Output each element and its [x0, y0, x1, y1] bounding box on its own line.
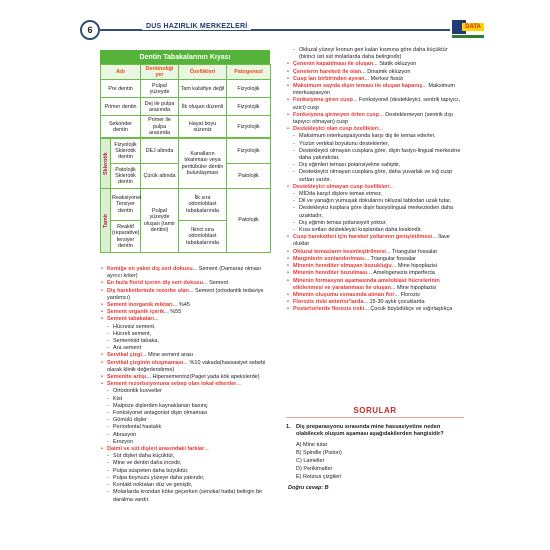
table-cell: İlk oluşan düzenli — [179, 98, 227, 116]
table-cell: Reaksiyonel Tersiyer dentin — [111, 189, 141, 221]
note-item — [286, 69, 464, 76]
note-text: Abrasyon — [113, 431, 137, 438]
table-cell: Fizyolojik — [227, 116, 271, 138]
note-text: ... %10 vakada(hassasiyet sebebi olarak klinik değerlendirme) — [107, 359, 266, 373]
note-text: ... %55 — [164, 309, 182, 316]
note-text: Kist — [113, 395, 123, 402]
table-cell: Dej ile pulpa arasında — [141, 98, 179, 116]
note-highlight: Sement inorganik miktarı — [107, 302, 173, 309]
note-item — [100, 331, 272, 338]
answer-option: D) Perikimatler — [296, 465, 333, 472]
table-cell: Tam kalsifiye değil — [179, 80, 227, 98]
note-item — [100, 388, 272, 395]
note-highlight: Servikal çizgi — [107, 352, 142, 359]
note-item — [286, 61, 464, 68]
note-text: Hücreli sement, — [113, 330, 152, 337]
note-highlight: Kemiğe en yakın diş sert dokusu — [107, 266, 193, 272]
note-item — [100, 410, 272, 417]
note-text: ... Sement — [202, 280, 229, 287]
note-text: ... Maksimum interkuspasyon — [293, 83, 456, 97]
note-item — [286, 205, 464, 219]
note-highlight: Fonksiyona giren cusp — [293, 97, 353, 104]
note-text: Sementoid tabaka, — [113, 338, 159, 345]
table-cell: Sekonder dentin — [101, 116, 141, 138]
note-item — [100, 475, 272, 482]
note-item — [100, 288, 272, 302]
page-number: 6 — [80, 20, 100, 40]
note-text: Fonksiyonel antagonist dişin olmaması — [113, 410, 208, 417]
group-label-tamir: Tamir — [101, 189, 111, 253]
note-text: ... — [236, 381, 241, 388]
note-highlight: Sement tabakaları — [107, 316, 155, 323]
note-item — [100, 374, 272, 381]
note-highlight: Cusp ları birbirinden ayıran — [293, 75, 365, 82]
note-item — [286, 148, 464, 162]
note-highlight: Destekleyici olan cusp özellikleri — [293, 126, 379, 133]
note-item — [100, 381, 272, 388]
table-cell: Pulpal yüzeyde oluşan (tamir dentini) — [141, 189, 179, 253]
note-item — [286, 83, 464, 97]
note-text: Okluzal yüzeyi kronun geri kalan kısmına göre daha küçüktür (birinci üst süt molarlarda daha belirgindir) — [299, 47, 448, 61]
note-highlight: Daimi ve süt dişleri arasındaki farklar — [107, 446, 205, 453]
table-row — [101, 98, 271, 116]
table-header-row — [101, 65, 271, 80]
note-highlight: Çenenin kapatılması ile oluşan — [293, 61, 374, 68]
note-item — [286, 263, 464, 270]
group-label-sklerotik: Sklerotik — [101, 139, 111, 189]
note-text: ... Mine hipoplazisi — [390, 284, 437, 291]
note-highlight: Marginlerin sonlandırılması — [293, 255, 365, 262]
table-row — [101, 139, 271, 164]
note-text: Destekleyici kısplara göre dişin fasiyolingual merkezinden daha uzaktadır, — [299, 205, 454, 219]
table-cell: Primer ile pulpa arasında — [141, 116, 179, 138]
note-item — [286, 299, 464, 306]
note-text: Dış eğimleri teması potansiyeline sahiptir, — [299, 162, 401, 169]
note-text: ... İlave oluklar — [293, 234, 450, 248]
note-item — [286, 292, 464, 299]
table-cell: Çürük altında — [141, 164, 179, 189]
note-text: Mine ve dentin daha incedir, — [113, 460, 182, 467]
column-header: Adı — [101, 65, 141, 80]
note-item — [100, 432, 272, 439]
logo-text: DATA — [462, 23, 484, 31]
note-text: ... Çocuk büyüdükçe ve sığırlaştıkça — [364, 306, 453, 313]
note-item — [286, 198, 464, 205]
note-item — [286, 184, 464, 191]
question — [286, 424, 464, 439]
answer-option: C) Lameller — [296, 457, 325, 464]
note-item — [286, 306, 464, 313]
note-item — [100, 280, 272, 287]
table-row — [101, 116, 271, 138]
answer-option: A) Mine tutar — [296, 441, 328, 448]
answer-option: B) Spindle (Piston) — [296, 449, 342, 456]
right-notes-list — [286, 47, 464, 314]
note-item — [100, 424, 272, 431]
note-item — [100, 338, 272, 345]
note-text: ... — [378, 126, 384, 133]
questions-title: SORULAR — [286, 406, 464, 418]
note-text: ... Statik okluzyon — [373, 61, 417, 68]
table-title: Dentin Tabakalarının Kıyası — [100, 50, 270, 64]
table-cell: İkinci sıra odontoblast tabakalarında — [179, 221, 227, 253]
note-text: ... Fonksiyonel (destekleyici, sentrik tapıyıcı, ezici) cusp — [293, 97, 461, 111]
note-item — [286, 249, 464, 256]
note-item — [100, 468, 272, 475]
note-item — [286, 191, 464, 198]
note-highlight: Cusp hareketleri için hareket yollarının genişletilmesi — [293, 234, 433, 241]
question-number: 1. — [286, 424, 291, 430]
note-text: Gömülü dişler — [113, 417, 147, 424]
note-item — [286, 256, 464, 263]
note-item — [100, 439, 272, 446]
questions-section — [286, 406, 464, 491]
table-row — [101, 80, 271, 98]
note-item — [286, 234, 464, 248]
left-notes-column — [100, 266, 272, 504]
note-highlight: Minenin formasyon aşamasında ameloblast hücrelerinin etkilenmesi ve yaralanması ile oluşan — [293, 277, 440, 291]
note-item — [100, 489, 272, 503]
note-highlight: Okluzal temasların kesinleştirilmesi — [293, 248, 386, 255]
column-header: Özellikleri — [179, 65, 227, 80]
note-highlight: Servikal çizginin oluşmaması — [107, 359, 184, 366]
table-cell: Patolojik Sklerotik dentin — [111, 164, 141, 189]
table-cell: Fizyolojik — [227, 139, 271, 164]
note-text: Pulpa boynuzu yüzeye daha yakındır, — [113, 474, 205, 481]
note-text: ... Triangular fossalar — [385, 248, 438, 255]
note-item — [286, 270, 464, 277]
note-highlight: Minenin oluşumu esnasında alınan flor — [293, 291, 395, 298]
note-text: Kontakt noktaları düz ve geniştir, — [113, 482, 193, 489]
note-highlight: Maksimum sayıda dişin teması ile oluşan kapanış — [293, 83, 423, 90]
note-highlight: Minenin herediter olmayan bozukluğu — [293, 263, 392, 270]
note-text: Pulpa süspeten daha büyüktür, — [113, 467, 189, 474]
note-highlight: Destekleyici olmayan cusp özellikleri — [293, 183, 390, 190]
note-text: ... Triangular fossalar — [364, 255, 416, 262]
table-cell: Patolojik — [227, 189, 271, 253]
note-highlight: Posteriorlerde florozis riski — [293, 306, 365, 313]
note-item — [100, 324, 272, 331]
note-item — [286, 162, 464, 169]
note-item — [286, 133, 464, 140]
table-cell: DEJ altında — [141, 139, 179, 164]
note-text: Ara sement — [113, 345, 142, 352]
note-text: Süt dişleri daha küçüktür, — [113, 453, 175, 460]
right-notes-column — [286, 47, 464, 314]
note-text: Kısa sırtları destekleyici kısplardan daha keskindir. — [299, 227, 422, 234]
note-text: Malpoze dişlerden kaynaklanan basınç — [113, 402, 208, 409]
note-text: Destekleyici olmayan cusplara göre, daha yuvarlak ve sığ cusp sırtları vardır. — [299, 169, 453, 183]
note-item — [100, 453, 272, 460]
note-text: Erozyon — [113, 438, 134, 445]
note-text: ... Florozis — [394, 291, 420, 298]
note-item — [286, 169, 464, 183]
dentin-table — [100, 50, 270, 253]
note-text: Dış eğimin temas potansiyeli yoktur, — [299, 219, 387, 226]
note-highlight: Diş hareketlerinde rezorbe olan — [107, 287, 189, 294]
grouped-table — [100, 138, 271, 253]
note-item — [100, 316, 272, 323]
table-cell: Primer dentin — [101, 98, 141, 116]
table-row — [101, 189, 271, 221]
table-cell: Kanalların tıkanması veya peritübüler dentin bulunlaşması — [179, 139, 227, 189]
note-item — [286, 141, 464, 148]
note-text: ... 15-30 aylık çocuklarda — [363, 299, 425, 306]
correct-answer: Doğru cevap: B — [288, 484, 329, 491]
note-highlight: Fonksiyona girmeyen örten cusp — [293, 111, 380, 118]
note-item — [100, 309, 272, 316]
table-cell: Patolojik — [227, 164, 271, 189]
note-item — [100, 345, 272, 352]
note-item — [286, 97, 464, 111]
note-text: ... Amelogenezis imperfecta — [367, 270, 435, 277]
table-cell: Fizyolojik — [227, 80, 271, 98]
table-cell: Fizyolojik — [227, 98, 271, 116]
note-text: Yüzün vertikal boyutunu desteklerler, — [299, 140, 389, 147]
note-text: ... Desteklemeyen (sentrik dışı tapıyıcı olmayan) cusp — [293, 111, 454, 126]
note-text: ... Mine hipoplazisi — [391, 263, 437, 270]
table-cell: Pre dentin — [101, 80, 141, 98]
note-item — [100, 302, 272, 309]
note-text: Maksimum interkuspasyonda karşı diş ile temas ederler, — [299, 133, 436, 140]
table-cell: İlk sıra odontoblast tabakalarında — [179, 189, 227, 221]
note-text: ... Mine sement arası — [141, 352, 194, 359]
publisher-logo — [452, 20, 484, 40]
note-item — [100, 352, 272, 359]
note-text: MİDda karşıt dişlere temas etmez, — [299, 191, 383, 198]
note-text: ... Hipersementoz(Paget yada kök apekslerde) — [146, 374, 260, 381]
table-cell: Pulpal yüzeyde — [141, 80, 179, 98]
note-highlight: Sement rezorbsiyonuna sebep olan lokal etkenler — [107, 381, 237, 388]
note-text: Hücresiz sement, — [113, 323, 156, 330]
note-item — [100, 403, 272, 410]
note-text: Dil ve yanağın yumuşak dokularını okluzal tablodan uzak tutar, — [299, 198, 452, 205]
note-item — [286, 220, 464, 227]
note-item — [100, 482, 272, 489]
table-cell: Hayat boyu süzeniz — [179, 116, 227, 138]
note-highlight: Minenin herediter bozulması — [293, 270, 368, 277]
note-item — [286, 112, 464, 126]
note-item — [286, 47, 464, 61]
column-header: Patogenezi — [227, 65, 271, 80]
table-cell: Reaktif (reparative) tersiyer dentin — [111, 221, 141, 253]
note-highlight: Sementte artışı — [107, 374, 147, 381]
left-notes-list — [100, 266, 272, 504]
note-item — [100, 266, 272, 280]
header-title: DUS HAZIRLIK MERKEZLERİ — [142, 23, 251, 30]
column-header: Dentinoliği yer — [141, 65, 179, 80]
note-item — [286, 76, 464, 83]
note-text: Molarlarda krondan köke geçerken (servikal hatta) belirgin bir daralma vardır. — [113, 489, 263, 503]
question-text: Diş preparasyonu sırasında mine hassasiyetine neden olabilecek oluşum aşaması aşağıdakilerden hangisidir? — [296, 424, 444, 438]
note-highlight: Florozis riski anterior'larda — [293, 299, 364, 306]
note-text: ... — [154, 316, 159, 323]
note-highlight: En fazla florid içeren diş sert dokusu — [107, 280, 203, 287]
note-item — [100, 396, 272, 403]
note-text: ... Sement (Damaraz olması ayırıcı kriter) — [107, 266, 262, 280]
note-text: Destekleyici olmayan cusplara göre, dişin fasiyo-lingual merkezine daha yakındırlar, — [299, 147, 461, 162]
note-text: ... Dinamik okluzyon — [361, 68, 411, 75]
note-text: Ortodontik kuvvetler — [113, 388, 162, 395]
answer-option: E) Retzius çizgileri — [296, 473, 342, 480]
note-item — [100, 417, 272, 424]
answer-options — [286, 441, 464, 481]
note-text: Periodontal hastalık — [113, 424, 162, 431]
note-item — [100, 360, 272, 374]
note-highlight: Sement organik içerik — [107, 309, 165, 316]
note-item — [286, 126, 464, 133]
comparison-table — [100, 64, 271, 138]
page-header — [80, 20, 481, 40]
note-item — [286, 278, 464, 292]
note-item — [100, 460, 272, 467]
table-cell: Fizyolojik Sklerotik dentin — [111, 139, 141, 164]
note-text: ... — [204, 446, 209, 453]
note-item — [100, 446, 272, 453]
note-text: ... %45 — [172, 302, 190, 309]
logo-underline — [452, 35, 484, 38]
note-highlight: Çenelerin hareketi ile olan — [293, 68, 362, 75]
note-text: ... Merkez fissür — [364, 75, 404, 82]
note-text: ... — [389, 183, 395, 190]
note-text: ... Sement (ortodantik tedaviye yardımcı) — [107, 287, 264, 301]
